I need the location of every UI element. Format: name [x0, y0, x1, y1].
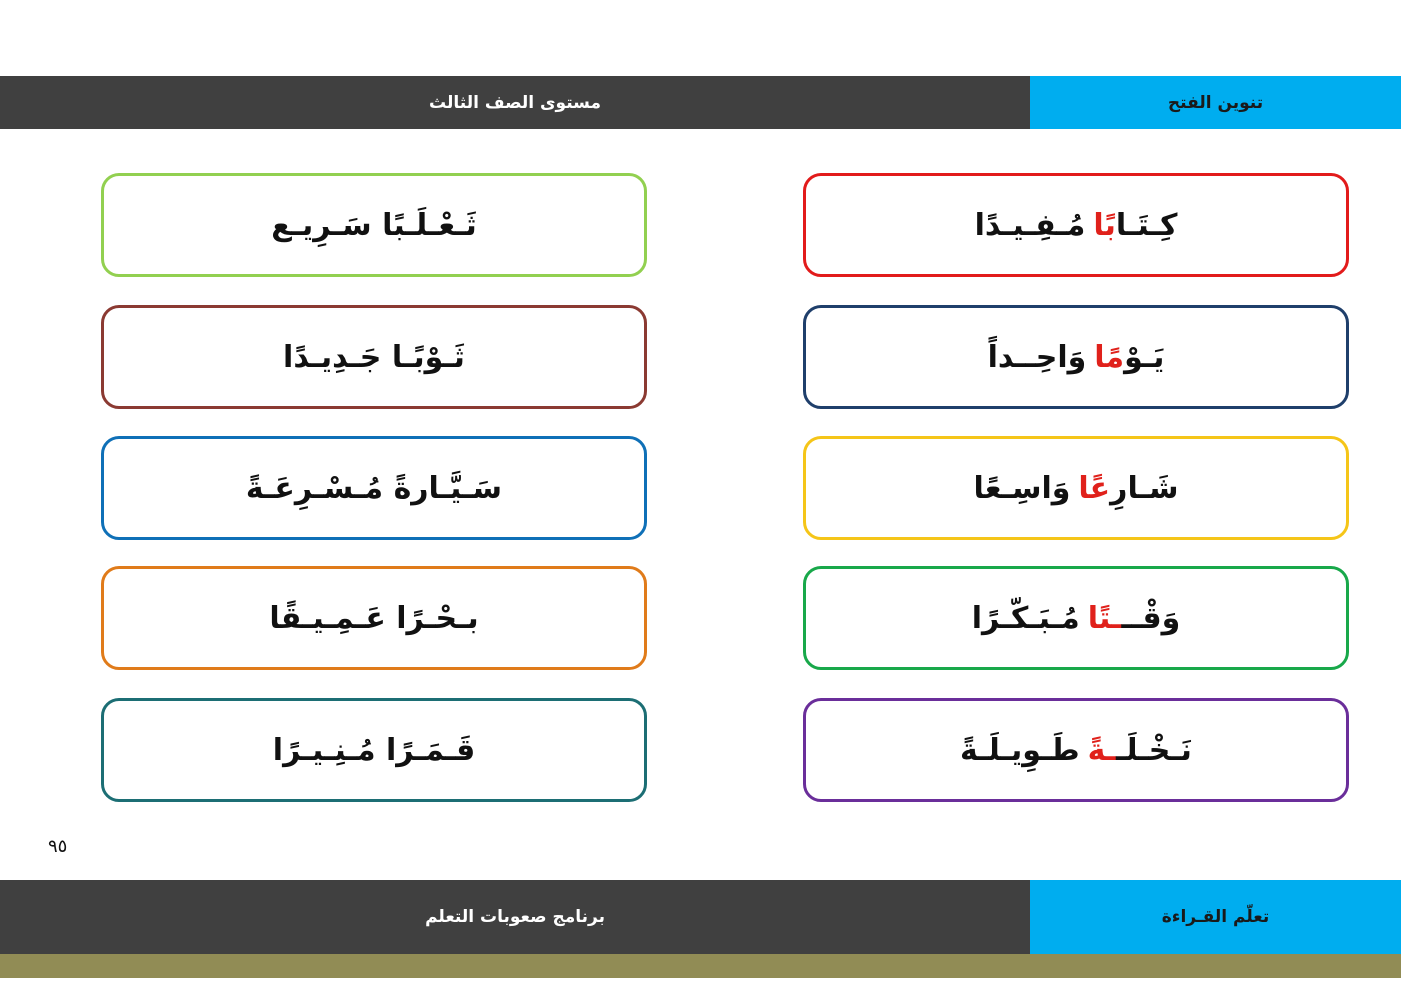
phrase-part: وَقْــ: [1121, 600, 1181, 636]
phrase-highlight: عًا: [1078, 470, 1111, 506]
phrase-part: مُـفِـيـدًا: [974, 207, 1086, 243]
program-title-panel: [0, 880, 1030, 954]
phrase-card-left-4: [101, 566, 647, 670]
phrase-text: [975, 208, 1178, 243]
phrase-card-left-3: [101, 436, 647, 540]
phrase-card-left-5: [101, 698, 647, 802]
phrase-card-left-1: [101, 173, 647, 277]
phrase-text: [972, 601, 1181, 636]
phrase-highlight: ـتًا: [1087, 600, 1122, 636]
phrase-text: ثَـعْـلَـبًا سَـرِيـع: [271, 207, 477, 243]
phrase-highlight: ـةً: [1087, 732, 1117, 768]
phrase-text: سَـيَّـارةً مُـسْـرِعَـةً: [245, 470, 503, 506]
top-header-bar: [0, 76, 1401, 129]
phrase-card-right-3: [803, 436, 1349, 540]
phrase-part: وَاحِــداً: [987, 339, 1087, 375]
phrase-card-right-5: [803, 698, 1349, 802]
phrase-text: قَـمَـرًا مُـنِـيـرًا: [272, 732, 476, 768]
phrase-highlight: بًا: [1093, 207, 1116, 243]
phrase-card-right-4: [803, 566, 1349, 670]
phrase-part: طَـوِيـلَـةً: [960, 732, 1080, 768]
phrase-text: [960, 733, 1192, 768]
phrase-text: ثَـوْبًـا جَـدِيـدًا: [283, 339, 465, 375]
phrase-card-right-1: [803, 173, 1349, 277]
phrase-text: [988, 340, 1165, 375]
program-title: برنامج صعوبات التعلم: [425, 907, 605, 927]
phrase-text: بـحْـرًا عَـمِـيـقًا: [269, 600, 479, 636]
book-title: تعلّم القـراءة: [1161, 907, 1270, 927]
phrase-card-left-2: [101, 305, 647, 409]
phrase-highlight: مًا: [1094, 339, 1125, 375]
footer-olive-strip: [0, 954, 1401, 978]
phrase-part: مُـبَـكّـرًا: [971, 600, 1080, 636]
level-title: مستوى الصف الثالث: [429, 92, 601, 113]
page-number: ٩٥: [48, 836, 68, 857]
level-title-panel: [0, 76, 1030, 129]
bottom-footer-bar: [0, 880, 1401, 954]
phrase-part: يَـوْ: [1124, 339, 1165, 375]
phrase-text: [974, 471, 1179, 506]
book-title-panel: [1030, 880, 1401, 954]
phrase-part: شَـارِ: [1110, 470, 1179, 506]
section-title: تنوين الفتح: [1167, 92, 1264, 113]
phrase-part: نَـخْـلَـ: [1116, 732, 1192, 768]
section-title-panel: [1030, 76, 1401, 129]
phrase-part: كِـتَـا: [1115, 207, 1178, 243]
phrase-card-right-2: [803, 305, 1349, 409]
phrase-part: وَاسِـعًا: [973, 470, 1071, 506]
